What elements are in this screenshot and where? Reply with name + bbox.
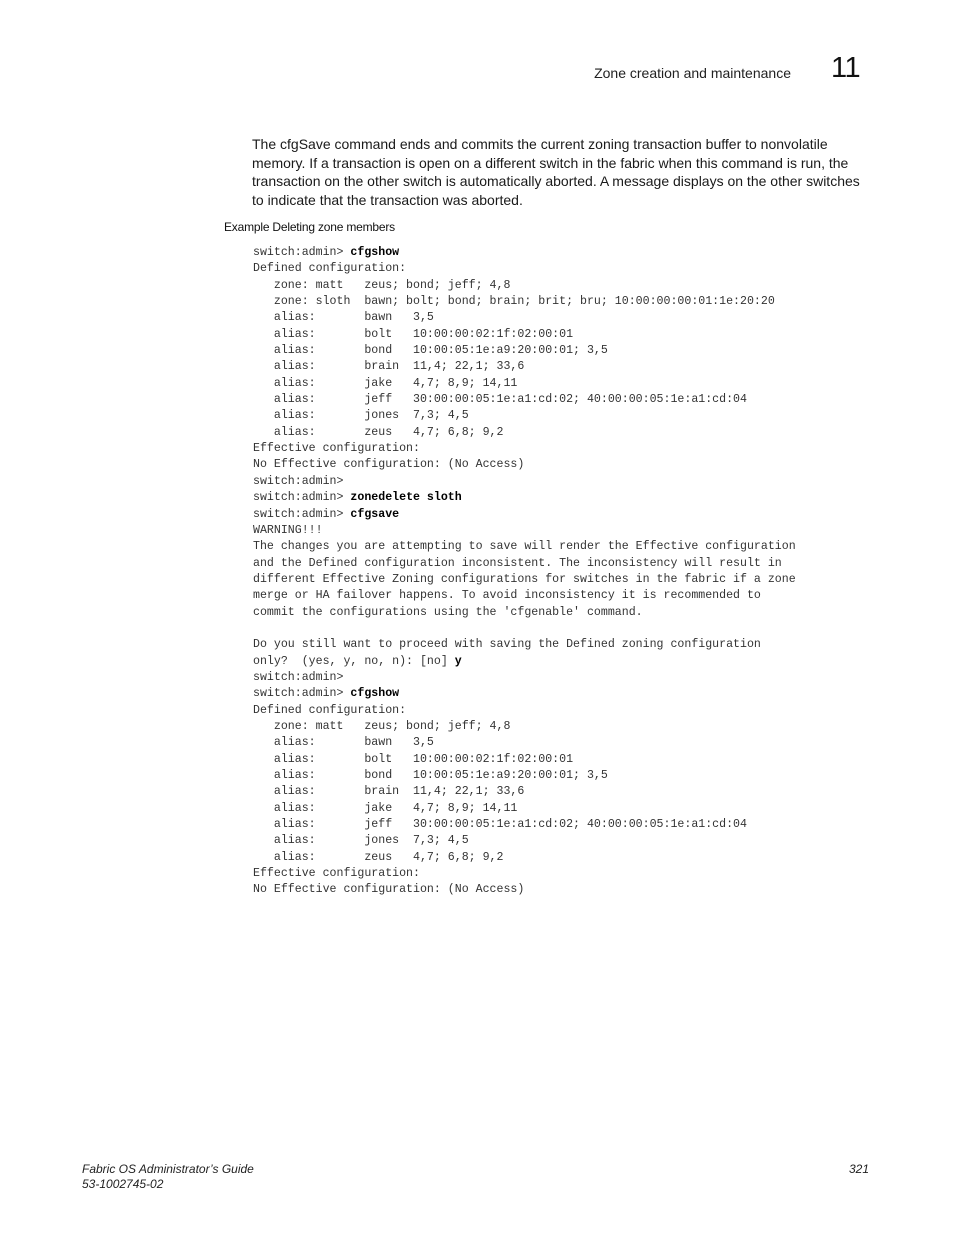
code-line xyxy=(253,245,796,261)
code-line xyxy=(253,343,796,359)
code-line xyxy=(253,768,796,784)
chapter-number: 11 xyxy=(831,52,861,84)
code-line-text: alias: zeus 4,7; 6,8; 9,2 xyxy=(253,850,504,864)
code-line xyxy=(253,359,796,375)
code-line-text: switch:admin> xyxy=(253,474,344,488)
code-line-text: alias: bolt 10:00:00:02:1f:02:00:01 xyxy=(253,752,574,766)
code-line xyxy=(253,703,796,719)
code-line xyxy=(253,327,796,343)
code-line-text: switch:admin> xyxy=(253,670,344,684)
code-line-text: No Effective configuration: (No Access) xyxy=(253,883,525,897)
code-line-text: alias: bolt 10:00:00:02:1f:02:00:01 xyxy=(253,327,574,341)
code-line-text: merge or HA failover happens. To avoid inconsistency it is recommended to xyxy=(253,589,761,603)
code-line-text: only? (yes, y, no, n): [no] xyxy=(253,654,455,668)
code-line-text: alias: zeus 4,7; 6,8; 9,2 xyxy=(253,425,504,439)
code-line-text: alias: bawn 3,5 xyxy=(253,311,434,325)
code-line xyxy=(253,654,796,670)
code-line xyxy=(253,686,796,702)
code-line xyxy=(253,474,796,490)
intro-lead: The xyxy=(252,136,281,152)
footer-page-number: 321 xyxy=(848,1162,869,1176)
example-heading: Example Deleting zone members xyxy=(224,220,395,234)
intro-body: command ends and commits the current zoning transaction buffer to nonvolatile memory. If a transaction is open on a different switch in the fabric when this command is run, the transaction on the other switch is automatically aborted. A message displays on the other switches to indicate that the transaction was aborted. xyxy=(252,136,860,208)
code-line-text: zone: sloth bawn; bolt; bond; brain; brit; bru; 10:00:00:00:01:1e:20:20 xyxy=(253,295,775,309)
code-line-text: alias: bawn 3,5 xyxy=(253,736,434,750)
code-line-text: WARNING!!! xyxy=(253,523,323,537)
code-line xyxy=(253,637,796,653)
code-line xyxy=(253,425,796,441)
code-line xyxy=(253,556,796,572)
code-line-text: zone: matt zeus; bond; jeff; 4,8 xyxy=(253,278,511,292)
code-line xyxy=(253,408,796,424)
code-line xyxy=(253,588,796,604)
code-line xyxy=(253,539,796,555)
code-line xyxy=(253,294,796,310)
code-line-text: switch:admin> xyxy=(253,491,351,505)
code-line xyxy=(253,376,796,392)
footer-guide-info xyxy=(82,1162,254,1192)
code-example-block xyxy=(253,245,796,899)
running-header-title: Zone creation and maintenance xyxy=(594,65,791,81)
code-line-text: and the Defined configuration inconsistent. The inconsistency will result in xyxy=(253,556,782,570)
code-line-text: alias: jake 4,7; 8,9; 14,11 xyxy=(253,376,518,390)
code-line-text: alias: bond 10:00:05:1e:a9:20:00:01; 3,5 xyxy=(253,344,608,358)
code-line-command: cfgsave xyxy=(350,507,400,521)
code-line-command: zonedelete sloth xyxy=(350,491,462,505)
code-line xyxy=(253,735,796,751)
code-line xyxy=(253,817,796,833)
code-line-text: Effective configuration: xyxy=(253,867,420,881)
code-line xyxy=(253,310,796,326)
code-line-text: alias: jeff 30:00:00:05:1e:a1:cd:02; 40:00:00:05:1e:a1:cd:04 xyxy=(253,393,747,407)
code-line-command: y xyxy=(454,654,462,668)
code-line-text: alias: jake 4,7; 8,9; 14,11 xyxy=(253,801,518,815)
code-line xyxy=(253,670,796,686)
code-line xyxy=(253,523,796,539)
code-line xyxy=(253,605,796,621)
code-line xyxy=(253,866,796,882)
code-line-text: alias: jeff 30:00:00:05:1e:a1:cd:02; 40:00:00:05:1e:a1:cd:04 xyxy=(253,818,747,832)
code-line-text: Effective configuration: xyxy=(253,442,420,456)
code-line xyxy=(253,784,796,800)
code-line xyxy=(253,278,796,294)
code-line xyxy=(253,441,796,457)
code-line-text: switch:admin> xyxy=(253,246,351,259)
code-line xyxy=(253,507,796,523)
code-line xyxy=(253,850,796,866)
code-line xyxy=(253,392,796,408)
code-line-text: alias: bond 10:00:05:1e:a9:20:00:01; 3,5 xyxy=(253,769,608,782)
code-line-text: switch:admin> xyxy=(253,687,351,701)
code-line-text: Do you still want to proceed with saving the Defined zoning configuration xyxy=(253,638,761,652)
intro-paragraph xyxy=(252,135,872,209)
code-line-text: alias: brain 11,4; 22,1; 33,6 xyxy=(253,785,525,799)
code-line xyxy=(253,833,796,849)
code-line-text: No Effective configuration: (No Access) xyxy=(253,458,525,472)
footer-doc-number: 53-1002745-02 xyxy=(82,1177,164,1191)
code-line-text: Defined configuration: xyxy=(253,262,407,276)
code-line xyxy=(253,490,796,506)
code-line-text: zone: matt zeus; bond; jeff; 4,8 xyxy=(253,719,511,733)
code-line xyxy=(253,801,796,817)
code-line-command: cfgshow xyxy=(350,687,400,701)
code-line-text: alias: brain 11,4; 22,1; 33,6 xyxy=(253,360,525,374)
code-line xyxy=(253,882,796,898)
code-line-text: commit the configurations using the 'cfgenable' command. xyxy=(253,605,643,619)
code-line xyxy=(253,719,796,735)
code-line xyxy=(253,752,796,768)
code-line xyxy=(253,572,796,588)
code-line xyxy=(253,261,796,277)
code-line xyxy=(253,457,796,473)
code-line-command: cfgshow xyxy=(350,246,400,259)
code-line xyxy=(253,621,796,637)
code-line-text: alias: jones 7,3; 4,5 xyxy=(253,834,469,848)
code-line-text: switch:admin> xyxy=(253,507,351,521)
footer-guide-title: Fabric OS Administrator’s Guide xyxy=(82,1162,254,1176)
code-line-text: The changes you are attempting to save will render the Effective configuration xyxy=(253,540,796,554)
code-line-text: different Effective Zoning configurations for switches in the fabric if a zone xyxy=(253,572,796,586)
intro-command-name: cfgSave xyxy=(280,136,331,152)
code-line-text: alias: jones 7,3; 4,5 xyxy=(253,409,469,423)
code-line-text: Defined configuration: xyxy=(253,703,407,717)
